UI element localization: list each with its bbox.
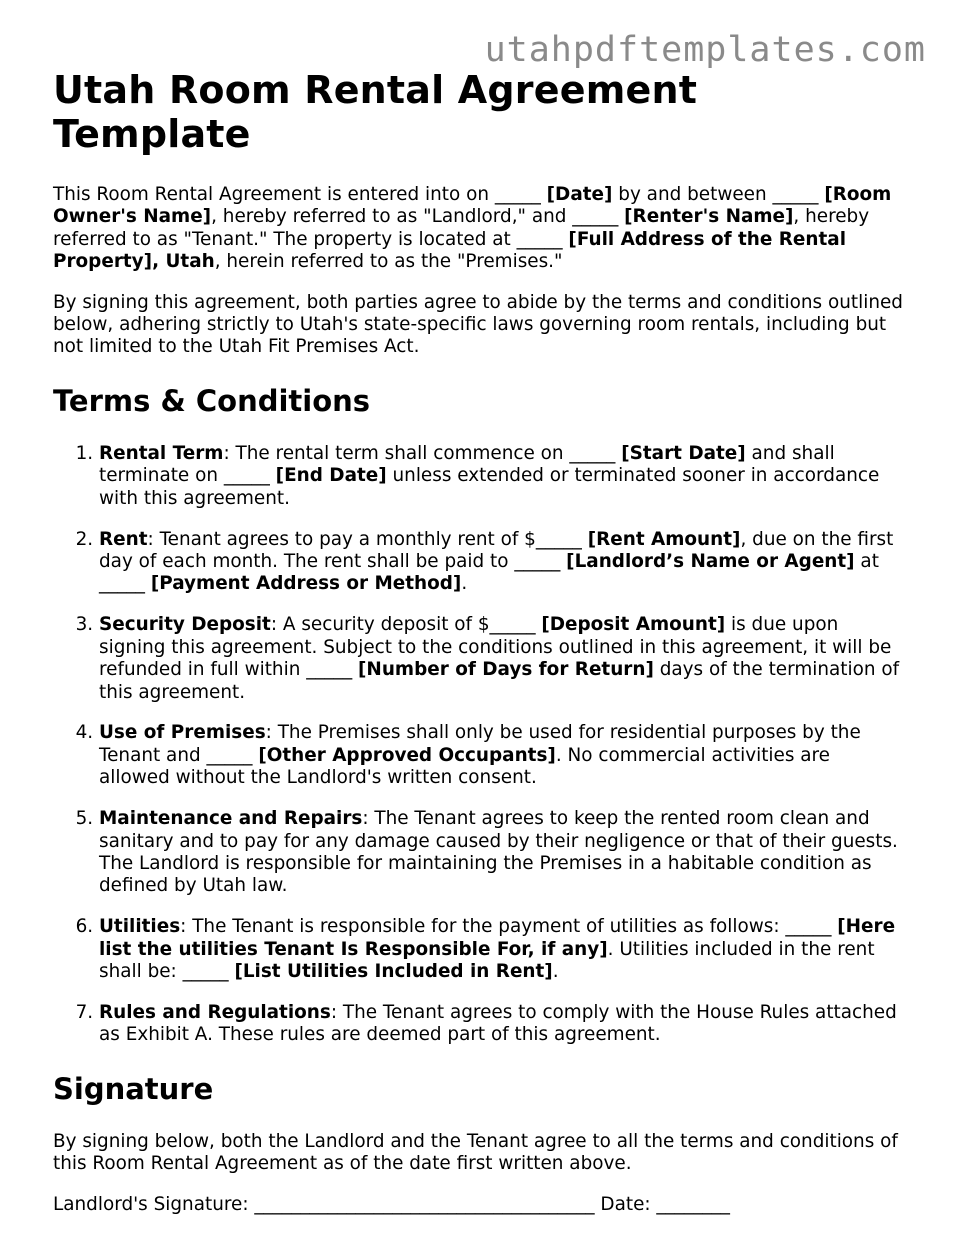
signature-heading: Signature: [53, 1071, 214, 1106]
term-title: Rent: [99, 528, 148, 550]
terms-heading: Terms & Conditions: [53, 383, 371, 418]
term-text: : The Premises shall only be used for residential purposes by the Tenant and _____: [99, 722, 861, 766]
term-text: . Utilities included in the rent shall be: _____: [99, 938, 875, 983]
term-text: : A security deposit of $_____: [270, 614, 542, 636]
document-page: [53, 68, 903, 1216]
term-text: .: [461, 573, 468, 595]
term-text: .: [552, 961, 559, 983]
term-placeholder: [Number of Days for Return]: [358, 659, 654, 681]
term-item: [99, 529, 903, 596]
term-text: at _____: [99, 550, 879, 595]
term-text: : The Tenant agrees to keep the rented room clean and sanitary and to pay for any damage caused by their negligence or that of their guests. The Landlord is responsible for maintaining the Premises in a habitable condition as defined by Utah law.: [99, 808, 898, 897]
term-text: and shall terminate on _____: [99, 442, 835, 487]
renter-name-placeholder: [Renter's Name]: [624, 206, 794, 228]
term-item: [99, 614, 903, 704]
term-item: [99, 722, 903, 789]
term-title: Utilities: [99, 916, 181, 938]
term-text: . No commercial activities are allowed without the Landlord's written consent.: [99, 744, 830, 789]
document-title: Utah Room Rental Agreement Template: [53, 68, 698, 156]
term-placeholder: [Start Date]: [621, 442, 746, 464]
term-placeholder: [Landlord’s Name or Agent]: [566, 550, 855, 572]
term-placeholder: [Other Approved Occupants]: [258, 744, 556, 766]
term-text: , due on the first day of each month. The rent shall be paid to _____: [99, 528, 894, 572]
term-title: Security Deposit: [99, 614, 271, 636]
term-item: [99, 1002, 903, 1047]
term-placeholder: [Payment Address or Method]: [150, 573, 462, 595]
term-title: Maintenance and Repairs: [99, 808, 363, 830]
address-placeholder: [Full Address of the Rental Property], Utah: [53, 228, 847, 273]
intro-text: by and between _____: [612, 184, 825, 205]
term-placeholder: [End Date]: [275, 465, 387, 487]
term-text: days of the termination of this agreement.: [99, 659, 900, 703]
intro-paragraph: [53, 184, 903, 274]
terms-list: [53, 443, 903, 1047]
owner-name-placeholder: [Room Owner's Name]: [53, 184, 892, 228]
term-text: unless extended or terminated sooner in accordance with this agreement.: [99, 465, 880, 509]
term-item: [99, 808, 903, 898]
intro-text: , hereby referred to as "Landlord," and _____: [211, 206, 625, 228]
term-placeholder: [Rent Amount]: [587, 528, 741, 550]
landlord-signature-line: Landlord's Signature: _____________________________________ Date: ________: [53, 1193, 730, 1215]
intro-text: , hereby referred to as "Tenant." The property is located at _____: [53, 206, 870, 250]
term-text: is due upon signing this agreement. Subject to the conditions outlined in this agreement, it will be refunded in full within _____: [99, 614, 892, 681]
term-item: [99, 916, 903, 983]
watermark: utahpdftemplates.com: [484, 30, 926, 70]
term-text: : The Tenant is responsible for the payment of utilities as follows: _____: [180, 916, 838, 938]
term-title: Use of Premises: [99, 722, 266, 744]
term-placeholder: [Here list the utilities Tenant Is Responsible For, if any]: [99, 916, 896, 960]
term-placeholder: [List Utilities Included in Rent]: [234, 961, 553, 983]
signature-paragraph: By signing below, both the Landlord and the Tenant agree to all the terms and conditions of this Room Rental Agreement as of the date first written above.: [53, 1130, 898, 1175]
intro-paragraph-2: By signing this agreement, both parties agree to abide by the terms and conditions outlined below, adhering strictly to Utah's state-specific laws governing room rentals, including but not limited to the Utah Fit Premises Act.: [53, 291, 903, 358]
term-text: : The Tenant agrees to comply with the House Rules attached as Exhibit A. These rules are deemed part of this agreement.: [99, 1001, 897, 1046]
term-item: [99, 443, 903, 510]
term-placeholder: [Deposit Amount]: [541, 614, 726, 636]
term-title: Rental Term: [99, 442, 224, 464]
term-text: : The rental term shall commence on _____: [223, 442, 622, 464]
term-title: Rules and Regulations: [99, 1001, 331, 1023]
date-placeholder: [Date]: [546, 184, 613, 205]
intro-text: , herein referred to as the "Premises.": [214, 251, 563, 273]
intro-text: This Room Rental Agreement is entered into on _____: [53, 184, 547, 205]
term-text: : Tenant agrees to pay a monthly rent of $_____: [147, 528, 588, 550]
